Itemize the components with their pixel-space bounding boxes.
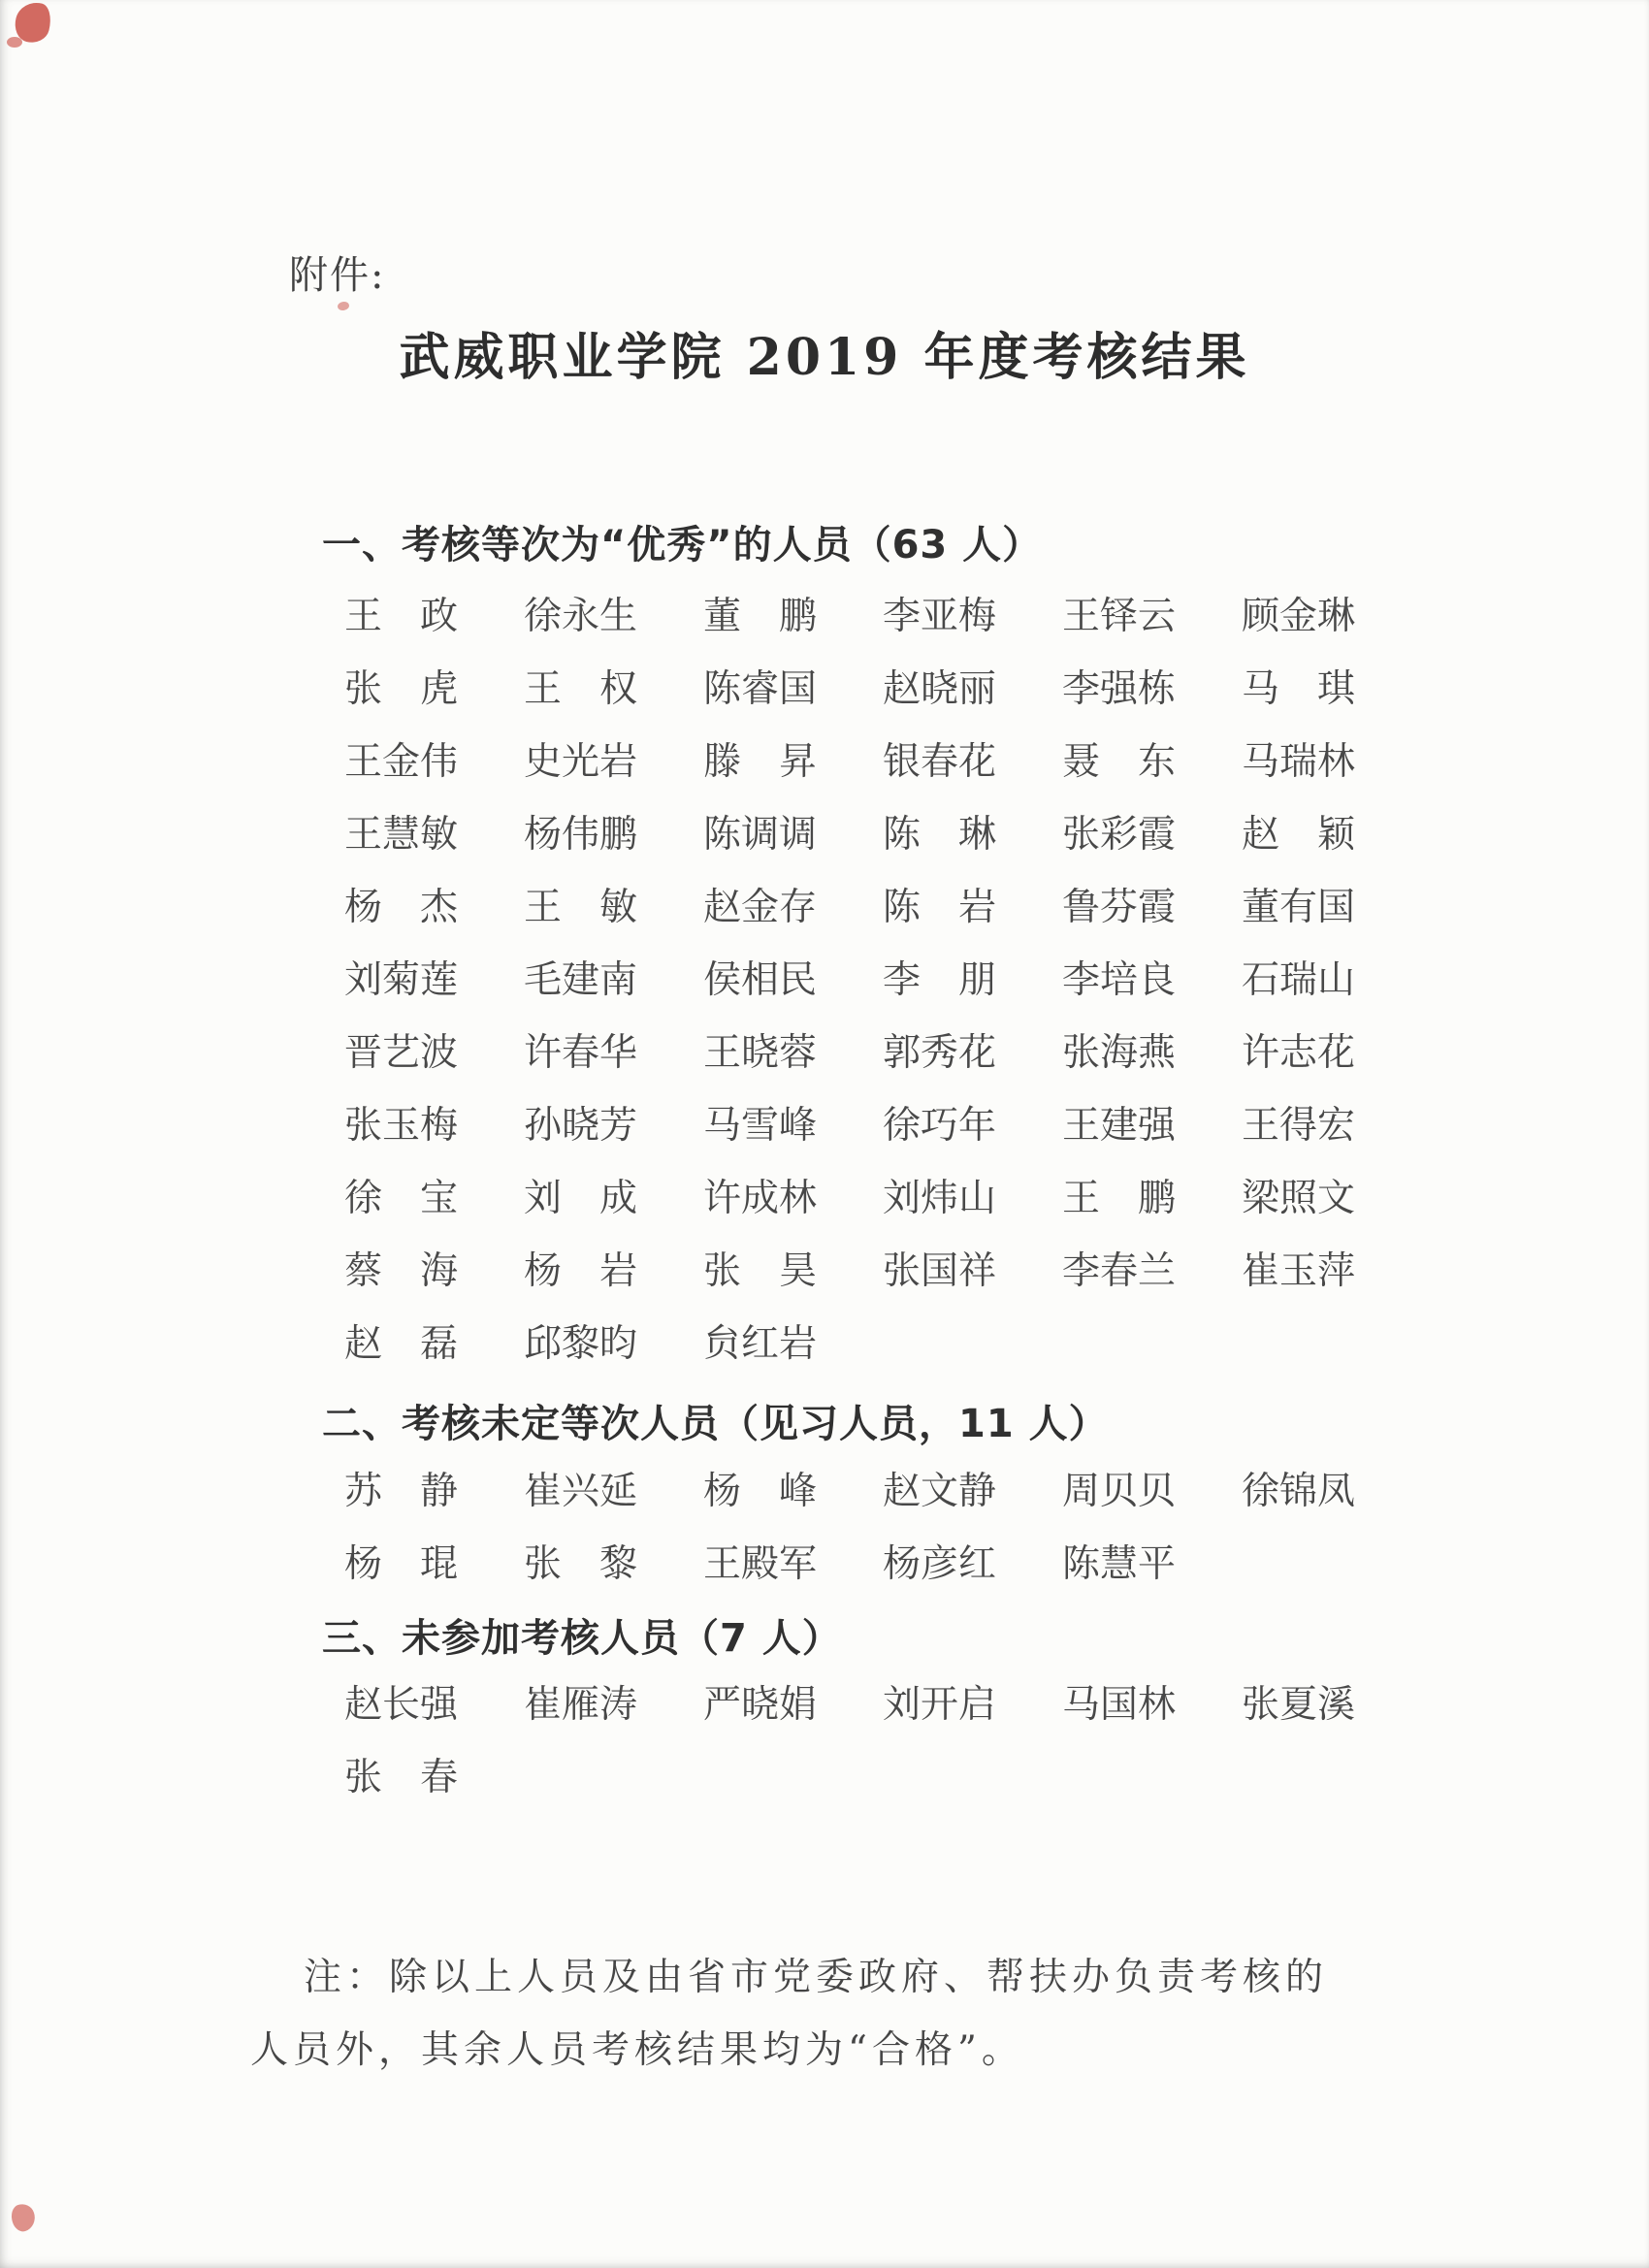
person-name: 银春花 — [883, 739, 997, 784]
name-list-excellent — [344, 576, 1356, 1377]
person-name: 张 黎 — [524, 1541, 638, 1586]
person-name: 杨 杰 — [344, 885, 459, 929]
person-name: 邱黎昀 — [524, 1321, 638, 1366]
name-row — [344, 1158, 1356, 1231]
person-name: 毛建南 — [524, 957, 638, 1002]
name-list-not-assessed — [344, 1665, 1356, 1810]
person-name: 王 权 — [524, 666, 638, 711]
person-name: 崔兴延 — [524, 1469, 638, 1513]
name-row — [344, 1231, 1356, 1304]
person-name: 陈慧平 — [1062, 1541, 1177, 1586]
person-name: 马瑞林 — [1242, 739, 1356, 784]
name-row — [344, 940, 1356, 1013]
name-row — [344, 1665, 1356, 1737]
person-name: 徐 宝 — [344, 1176, 459, 1220]
person-name: 张彩霞 — [1062, 812, 1177, 857]
name-row — [344, 722, 1356, 794]
person-name: 张 昊 — [703, 1248, 818, 1293]
page-title: 武威职业学院 2019 年度考核结果 — [399, 328, 1250, 387]
person-name: 侯相民 — [703, 957, 818, 1002]
person-name: 史光岩 — [524, 739, 638, 784]
person-name: 张 春 — [344, 1755, 459, 1799]
person-name: 杨彦红 — [883, 1541, 997, 1586]
person-name: 赵金存 — [703, 885, 818, 929]
person-name: 马 琪 — [1242, 666, 1356, 711]
name-row — [344, 1451, 1356, 1524]
note-text — [250, 1941, 1453, 2087]
person-name: 王殿军 — [703, 1541, 818, 1586]
person-name: 杨 峰 — [703, 1469, 818, 1513]
red-ink-smudge — [7, 37, 22, 48]
person-name: 石瑞山 — [1242, 957, 1356, 1002]
person-name: 王 政 — [344, 594, 459, 638]
person-name: 杨 岩 — [524, 1248, 638, 1293]
name-row — [344, 576, 1356, 649]
section-heading-undetermined: 二、考核未定等次人员（见习人员，11 人） — [322, 1402, 1109, 1446]
person-name: 蔡 海 — [344, 1248, 459, 1293]
person-name: 徐巧年 — [883, 1103, 997, 1148]
person-name: 王慧敏 — [344, 812, 459, 857]
name-list-undetermined — [344, 1451, 1356, 1597]
person-name: 王得宏 — [1242, 1103, 1356, 1148]
person-name: 苏 静 — [344, 1469, 459, 1513]
person-name: 徐锦凤 — [1242, 1469, 1356, 1513]
person-name: 赵晓丽 — [883, 666, 997, 711]
person-name: 赵 颖 — [1242, 812, 1356, 857]
person-name: 梁照文 — [1242, 1176, 1356, 1220]
person-name: 张国祥 — [883, 1248, 997, 1293]
person-name: 李 朋 — [883, 957, 997, 1002]
note-line: 人员外，其余人员考核结果均为“合格”。 — [250, 2028, 1024, 2072]
person-name: 徐永生 — [524, 594, 638, 638]
name-row — [344, 1013, 1356, 1085]
person-name: 周贝贝 — [1062, 1469, 1177, 1513]
person-name: 刘 成 — [524, 1176, 638, 1220]
person-name: 许志花 — [1242, 1030, 1356, 1075]
person-name: 刘开启 — [883, 1682, 997, 1727]
person-name: 马雪峰 — [703, 1103, 818, 1148]
red-ink-smudge — [337, 301, 349, 311]
name-row — [344, 649, 1356, 722]
note-line: 注：除以上人员及由省市党委政府、帮扶办负责考核的 — [304, 1956, 1329, 1999]
person-name: 刘炜山 — [883, 1176, 997, 1220]
attachment-label: 附件: — [289, 253, 386, 298]
person-name: 张海燕 — [1062, 1030, 1177, 1075]
name-row — [344, 1085, 1356, 1158]
section-heading-not-assessed: 三、未参加考核人员（7 人） — [322, 1616, 842, 1661]
person-name: 董 鹏 — [703, 594, 818, 638]
person-name: 王建强 — [1062, 1103, 1177, 1148]
person-name: 陈调调 — [703, 812, 818, 857]
person-name: 崔雁涛 — [524, 1682, 638, 1727]
person-name: 李亚梅 — [883, 594, 997, 638]
person-name: 晋艺波 — [344, 1030, 459, 1075]
person-name: 张玉梅 — [344, 1103, 459, 1148]
person-name: 聂 东 — [1062, 739, 1177, 784]
person-name: 王铎云 — [1062, 594, 1177, 638]
person-name: 张夏溪 — [1242, 1682, 1356, 1727]
person-name: 杨伟鹏 — [524, 812, 638, 857]
person-name: 马国林 — [1062, 1682, 1177, 1727]
person-name: 孙晓芳 — [524, 1103, 638, 1148]
person-name: 王金伟 — [344, 739, 459, 784]
person-name: 赵长强 — [344, 1682, 459, 1727]
red-ink-smudge — [8, 2201, 38, 2234]
person-name: 许成林 — [703, 1176, 818, 1220]
section-heading-excellent: 一、考核等次为“优秀”的人员（63 人） — [322, 523, 1043, 567]
name-row — [344, 1524, 1356, 1597]
person-name: 李强栋 — [1062, 666, 1177, 711]
person-name: 滕 昇 — [703, 739, 818, 784]
name-row — [344, 794, 1356, 867]
name-row — [344, 1304, 1356, 1377]
person-name: 刘菊莲 — [344, 957, 459, 1002]
person-name: 贠红岩 — [703, 1321, 818, 1366]
person-name: 张 虎 — [344, 666, 459, 711]
name-row — [344, 1737, 1356, 1810]
person-name: 陈睿国 — [703, 666, 818, 711]
person-name: 王 鹏 — [1062, 1176, 1177, 1220]
person-name: 顾金琳 — [1242, 594, 1356, 638]
person-name: 陈 岩 — [883, 885, 997, 929]
person-name: 严晓娟 — [703, 1682, 818, 1727]
person-name: 崔玉萍 — [1242, 1248, 1356, 1293]
person-name: 王 敏 — [524, 885, 638, 929]
person-name: 王晓蓉 — [703, 1030, 818, 1075]
person-name: 赵 磊 — [344, 1321, 459, 1366]
person-name: 陈 琳 — [883, 812, 997, 857]
person-name: 郭秀花 — [883, 1030, 997, 1075]
person-name: 董有国 — [1242, 885, 1356, 929]
person-name: 鲁芬霞 — [1062, 885, 1177, 929]
name-row — [344, 867, 1356, 940]
person-name: 杨 琨 — [344, 1541, 459, 1586]
person-name: 李培良 — [1062, 957, 1177, 1002]
person-name: 赵文静 — [883, 1469, 997, 1513]
person-name: 许春华 — [524, 1030, 638, 1075]
person-name: 李春兰 — [1062, 1248, 1177, 1293]
